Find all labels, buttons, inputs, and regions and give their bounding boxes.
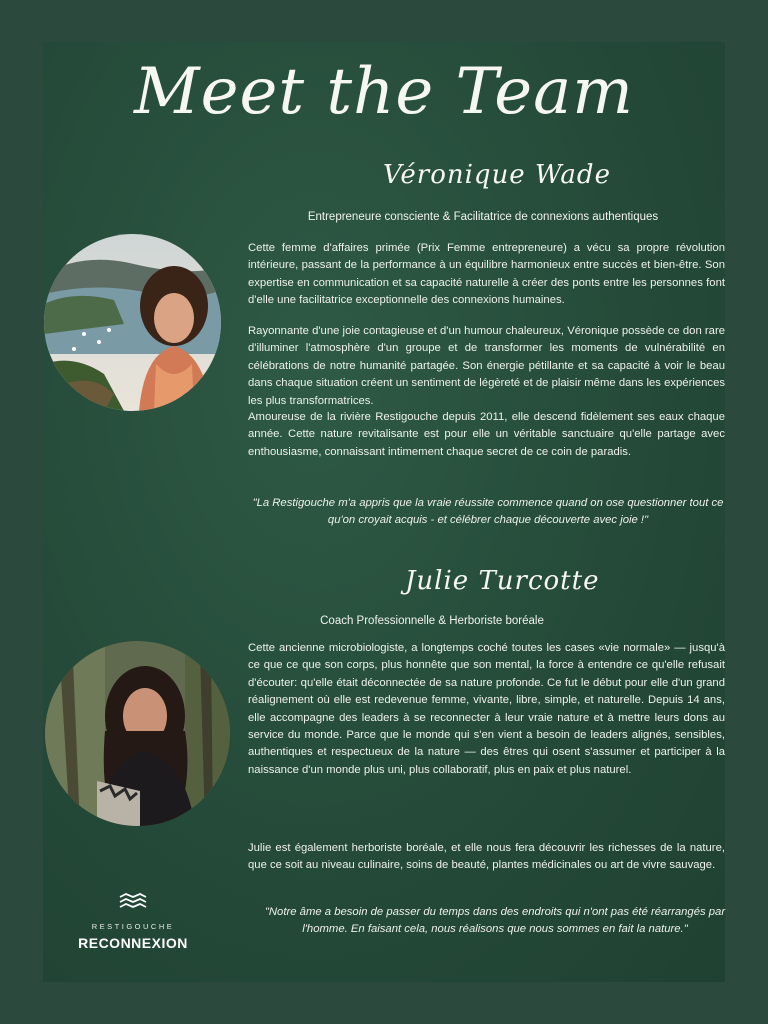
- portrait-veronique-image: [44, 234, 221, 411]
- bio-veronique-p2: Rayonnante d'une joie contagieuse et d'un humour chaleureux, Véronique possède ce don rare d'illuminer l'atmosphère d'un groupe et de transformer les moments de vulnérabilité en célébrations de notre humanité partagée. Son énergie pétillante et sa capacité à voir le beau dans chaque situation créent un sentiment de légèreté et de plaisir même dans les expériences les plus transformatrices.: [248, 325, 725, 407]
- photo-julie: [45, 641, 230, 826]
- waves-icon: [118, 893, 148, 911]
- member-role-veronique: Entrepreneure consciente & Facilitatrice de connexions authentiques: [307, 211, 659, 223]
- portrait-julie-image: [45, 641, 230, 826]
- bio-veronique-p1: Cette femme d'affaires primée (Prix Femme entrepreneure) a vécu sa propre révolution intérieure, passant de la performance à un équilibre harmonieux entre succès et bien-être. Son expertise en communication et sa capacité naturelle à créer des ponts entre les personnes font d'elle une facilitatrice exceptionnelle des connexions humaines.: [248, 242, 725, 307]
- quote-veronique: "La Restigouche m'a appris que la vraie réussite commence quand on ose questionner tout ce qu'on croyait acquis - et célébrer chaque découverte avec joie !": [252, 497, 724, 526]
- photo-veronique: [44, 234, 221, 411]
- brand-logo: [74, 893, 192, 951]
- quote-julie: "Notre âme a besoin de passer du temps dans des endroits qui n'ont pas été réarrangés par l'homme. En faisant cela, nous réalisons que nous sommes en fait la nature.": [264, 906, 726, 935]
- brand-name-small: RESTIGOUCHE: [91, 922, 175, 931]
- bio-julie-p1: Cette ancienne microbiologiste, a longtemps coché toutes les cases «vie normale» — jusqu'à ce que ce que son corps, plus honnête que son mental, la force à entendre ce qu'elle refusait d'écouter: qu'elle était déconnectée de sa nature profonde. Ce fut le début pour elle d'un grand réalignement où elle est redevenue femme, vivante, libre, simple, et naturelle. Depuis 14 ans, elle accompagne des leaders à se reconnecter à leur vraie nature et à mettre leurs dons au service du monde. Parce que le monde qui s'en vient a besoin de leaders alignés, sensibles, authentiques et respectueux de la nature — des êtres qui osent s'assumer et participer à la naissance d'un monde plus uni, plus collaboratif, plus en paix et plus naturel.: [248, 642, 725, 776]
- bio-julie-p2: Julie est également herboriste boréale, et elle nous fera découvrir les richesses de la nature, que ce soit au niveau culinaire, soins de beauté, plantes médicinales ou art de vivre sauvage.: [248, 842, 725, 872]
- page-title: Meet the Team: [134, 55, 634, 129]
- member-name-veronique: Véronique Wade: [383, 160, 611, 190]
- member-name-julie: Julie Turcotte: [405, 566, 600, 596]
- brand-name-large: RECONNEXION: [78, 935, 188, 951]
- bio-veronique-p3: Amoureuse de la rivière Restigouche depuis 2011, elle descend fidèlement ses eaux chaque année. Cette nature revitalisante est pour elle un véritable sanctuaire qu'elle partage avec enthousiasme, connaissant intimement chaque secret de ce coin de paradis.: [248, 411, 725, 458]
- member-role-julie: Coach Professionnelle & Herboriste boréale: [320, 615, 544, 627]
